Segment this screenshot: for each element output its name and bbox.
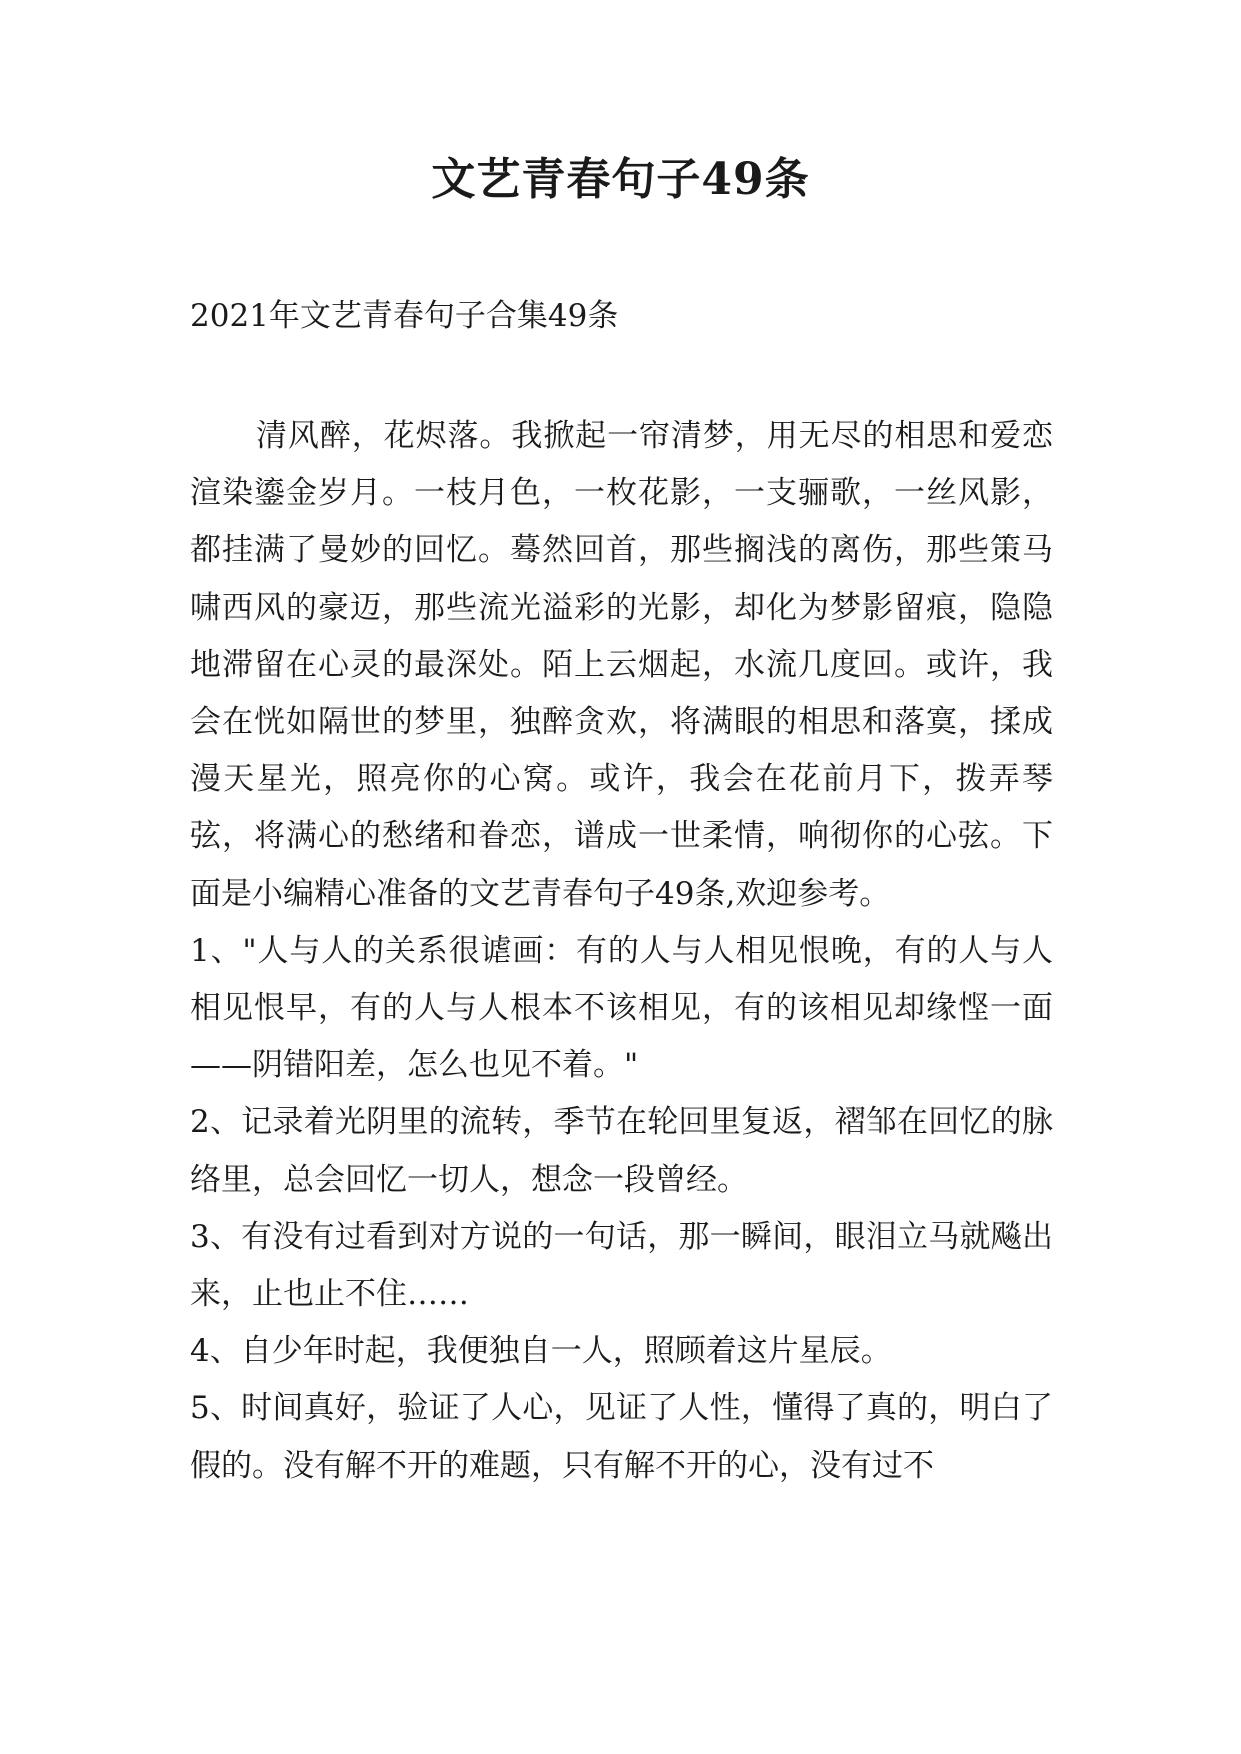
document-title: 文艺青春句子49条 bbox=[431, 154, 810, 205]
intro-paragraph: 清风醉，花烬落。我掀起一帘清梦，用无尽的相思和爱恋渲染鎏金岁月。一枝月色，一枚花影，一支骊歌，一丝风影，都挂满了曼妙的回忆。蓦然回首，那些搁浅的离伤，那些策马啸西风的豪迈，那些流光溢彩的光影，却化为梦影留痕，隐隐地滞留在心灵的最深处。陌上云烟起，水流几度回。或许，我会在恍如隔世的梦里，独醉贪欢，将满眼的相思和落寞，揉成漫天星光，照亮你的心窝。或许，我会在花前月下，拨弄琴弦，将满心的愁绪和眷恋，谱成一世柔情，响彻你的心弦。下面是小编精心准备的文艺青春句子49条,欢迎参考。 bbox=[190, 418, 1053, 912]
list-item: 3、有没有过看到对方说的一句话，那一瞬间，眼泪立马就飚出来，止也止不住…… bbox=[190, 1218, 1053, 1313]
list-item: 2、记录着光阴里的流转，季节在轮回里复返，褶邹在回忆的脉络里，总会回忆一切人，想念一段曾经。 bbox=[190, 1104, 1053, 1198]
list-item: 1、"人与人的关系很谑画：有的人与人相见恨晚，有的人与人相见恨早，有的人与人根本不该相见，有的该相见却缘悭一面——阴错阳差，怎么也见不着。" bbox=[190, 932, 1053, 1084]
document-subtitle: 2021年文艺青春句子合集49条 bbox=[190, 298, 619, 334]
document-body bbox=[190, 408, 1053, 1495]
list-item: 5、时间真好，验证了人心，见证了人性，懂得了真的，明白了假的。没有解不开的难题，只有解不开的心，没有过不 bbox=[190, 1390, 1053, 1484]
list-item: 4、自少年时起，我便独自一人，照顾着这片星辰。 bbox=[190, 1333, 892, 1370]
